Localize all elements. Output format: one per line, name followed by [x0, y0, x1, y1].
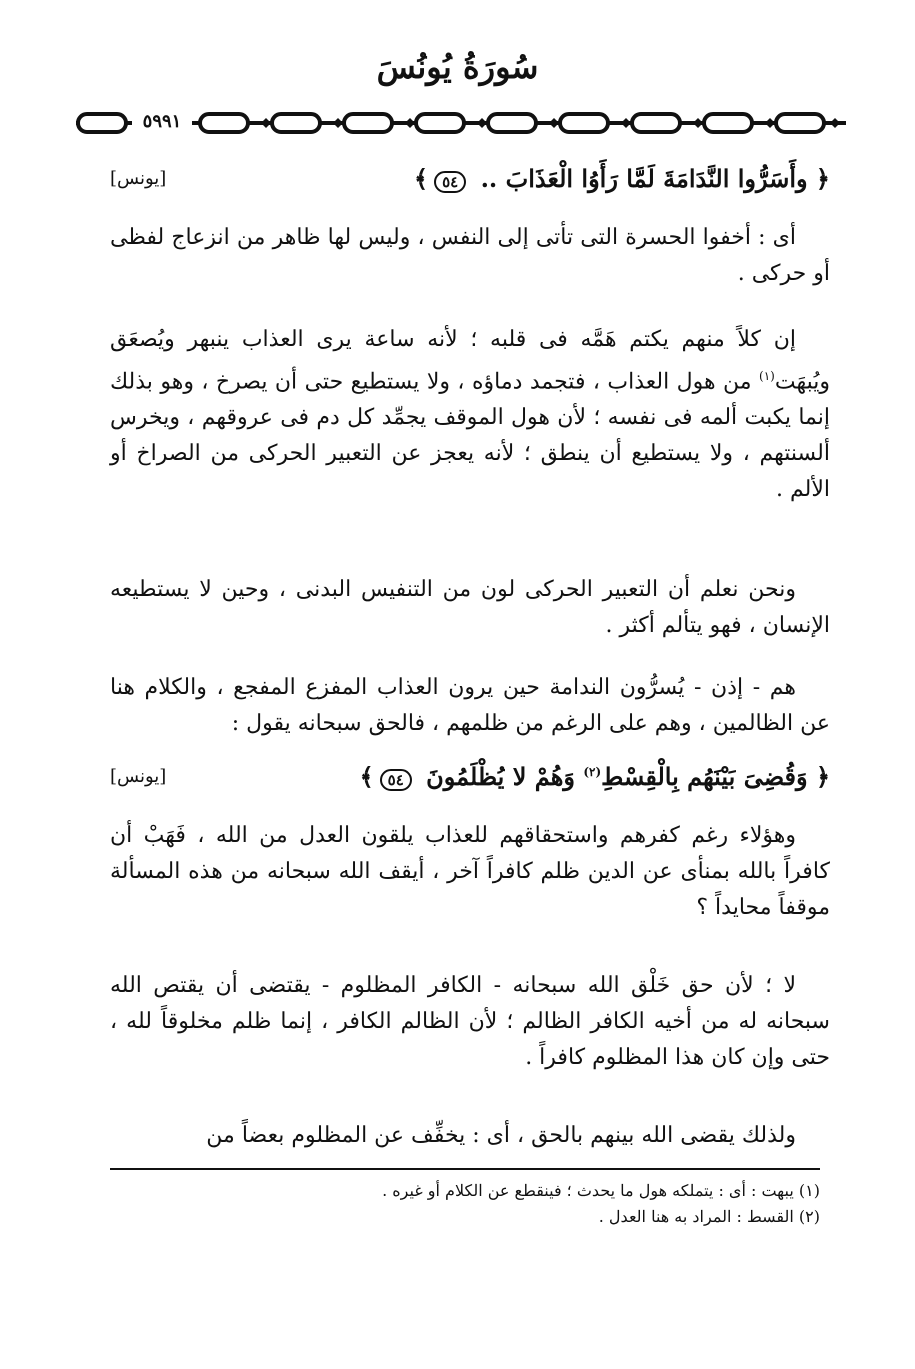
verse-reference-2: [يونس] — [110, 765, 167, 787]
verse-2-words-a: ﴿ وَقُضِىَ بَيْنَهُم بِالْقِسْطِ — [601, 761, 830, 791]
paragraph-4: هم - إذن - يُسرُّون الندامة حين يرون العذاب المفزع المفجع ، والكلام هنا عن الظالمين ، وهم على الرغم من ظلمهم ، فالحق سبحانه يقول : — [110, 675, 830, 736]
verse-line-2 — [110, 756, 830, 796]
paragraph-7: ولذلك يقضى الله بينهم بالحق ، أى : يخفِّف عن المظلوم بعضاً من — [206, 1123, 796, 1148]
paragraph-2-start: إن كلاً منهم يكتم هَمَّه فى قلبه ؛ لأنه ساعة يرى العذاب ينبهر ويُصعَق ويُبهَت — [110, 327, 830, 395]
verse-text-1 — [414, 164, 830, 193]
paragraph-2-rest: من هول العذاب ، فتجمد دماؤه ، ولا يستطيع حتى أن يصرخ ، وهو بذلك إنما يكبت ألمه فى نفسه ؛ لأن هول الموقف يجمِّد كل دم فى عروقهم ، ويخرس ألسنتهم ، ولا يستطيع أن ينطق ؛ لأنه يعجز عن التعبير الحركى من الصراخ أو الألم . — [110, 369, 830, 503]
verse-1-close: ﴾ — [414, 163, 429, 193]
verse-reference-1: [يونس] — [110, 167, 167, 189]
footnote-2: (٢) القسط : المراد به هنا العدل . — [598, 1207, 820, 1226]
verse-line-1 — [110, 158, 830, 198]
footnote-mark-2: (٢) — [583, 764, 602, 779]
footnote-mark-1: (١) — [759, 369, 775, 383]
verse-text-2 — [360, 762, 830, 791]
page-number: ٥٩٩١ — [132, 110, 192, 134]
surah-title: سُورَةُ يُونُسَ — [376, 48, 539, 86]
verse-number-2: ٥٤ — [380, 769, 412, 791]
paragraph-1: أى : أخفوا الحسرة التى تأتى إلى النفس ، وليس لها ظاهر من انزعاج لفظى أو حركى . — [110, 225, 830, 286]
footnote-divider — [110, 1168, 820, 1170]
verse-number-1: ٥٤ — [434, 171, 466, 193]
paragraph-3: ونحن نعلم أن التعبير الحركى لون من التنفيس البدنى ، وحين لا يستطيعه الإنسان ، فهو يتألم أكثر . — [110, 577, 830, 638]
verse-2-close: ﴾ — [359, 761, 374, 791]
verse-1-words: ﴿ وأَسَرُّوا النَّدَامَةَ لَمَّا رَأَوُا الْعَذَابَ .. — [480, 163, 830, 193]
paragraph-6: لا ؛ لأن حق خَلْق الله سبحانه - الكافر المظلوم - يقتضى أن يقتص الله سبحانه له من أخيه الكافر الظالم ؛ لأن الظالم الكافر ، إنما ظلم مخلوقاً لله ، حتى وإن كان هذا المظلوم كافراً . — [110, 973, 830, 1070]
footnote-1: (١) يبهت : أى : يتملكه هول ما يحدث ؛ فينقطع عن الكلام أو غيره . — [382, 1181, 820, 1200]
verse-2-words-b: وَهُمْ لا يُظْلَمُونَ — [426, 761, 575, 791]
paragraph-5: وهؤلاء رغم كفرهم واستحقاقهم للعذاب يلقون العدل من الله ، فَهَبْ أن كافراً بالله بمنأى عن الدين ظلم كافراً آخر ، أيقف الله سبحانه من هذه المسألة موقفاً محايداً ؟ — [110, 823, 830, 920]
paragraph-2 — [110, 322, 830, 508]
